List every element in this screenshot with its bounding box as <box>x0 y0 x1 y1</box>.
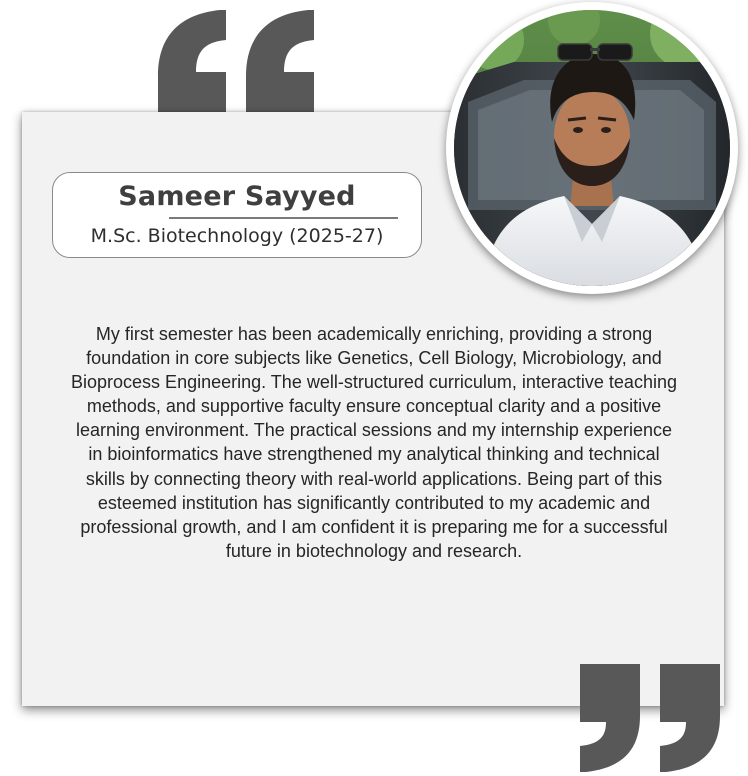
student-course: M.Sc. Biotechnology (2025-27) <box>90 225 384 247</box>
student-photo-illustration <box>454 10 730 286</box>
student-name-badge <box>52 172 422 258</box>
name-underline <box>169 217 398 219</box>
avatar <box>454 10 730 286</box>
closing-quote-icon <box>574 664 734 774</box>
testimonial-text: My first semester has been academically enriching, providing a strong foundation in core subjects like Genetics, Cell Biology, Microbiology, and Bioprocess Engineering. The well-structured curriculum, interactive teaching methods, and supportive faculty ensure conceptual clarity and a positive learning environment. The practical sessions and my internship experience in bioinformatics have strengthened my analytical thinking and technical skills by connecting theory with real-world applications. Being part of this esteemed institution has significantly contributed to my academic and professional growth, and I am confident it is preparing me for a successful future in biotechnology and research. <box>71 324 677 561</box>
student-name: Sameer Sayyed <box>118 181 356 212</box>
